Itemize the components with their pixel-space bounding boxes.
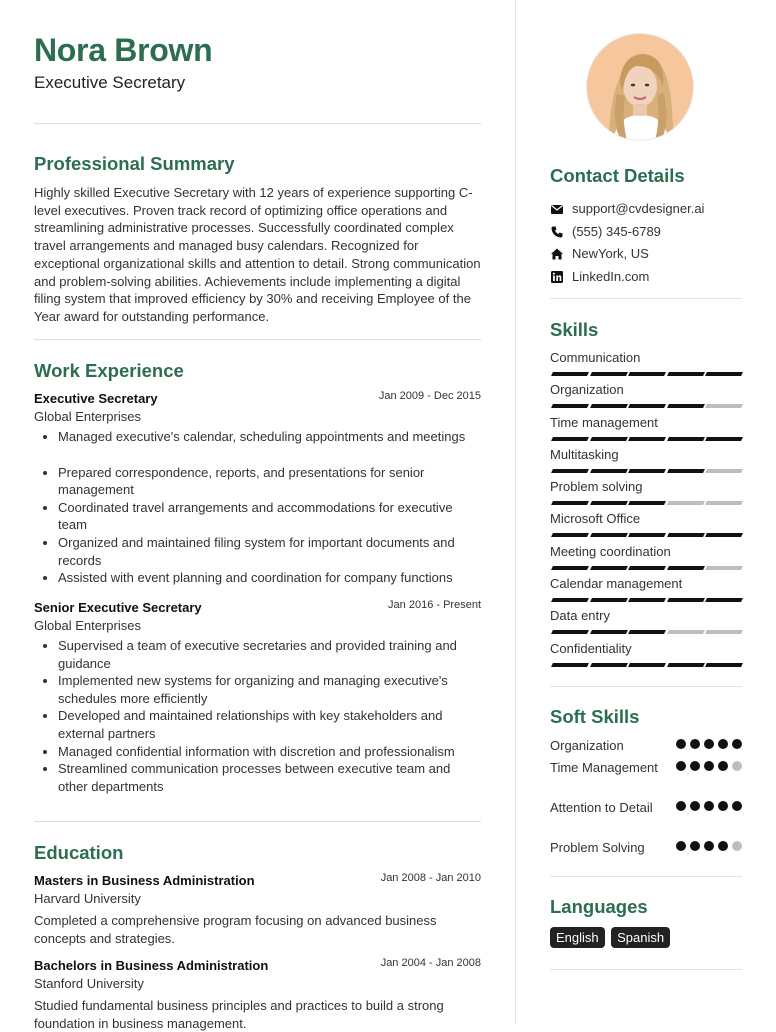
soft-skill-rating [676,841,742,851]
skill-item [550,382,742,414]
school: Stanford University [34,976,144,991]
job-company: Global Enterprises [34,618,141,633]
skill-item [550,576,742,608]
linkedin-icon [550,270,564,284]
rating-dot [718,841,728,851]
soft-skill-item [550,759,742,799]
skill-segment [628,469,666,473]
skill-segment [705,663,743,667]
contact-phone[interactable] [550,223,750,246]
school: Harvard University [34,891,141,906]
skill-name: Communication [550,350,641,365]
skill-segment [628,598,666,602]
divider [34,123,481,124]
skill-segment [590,663,628,667]
contact-list [550,200,750,290]
skill-segment [590,404,628,408]
soft-skill-item [550,839,742,861]
skill-item [550,350,742,382]
skill-name: Meeting coordination [550,543,671,559]
skill-segment [667,469,705,473]
skill-name: Time management [550,414,658,430]
skill-segment [705,469,743,473]
education-dates: Jan 2008 - Jan 2010 [380,872,481,884]
skill-segment [705,566,743,570]
skill-segment [667,533,705,537]
skill-segment [551,566,589,570]
divider [550,686,742,687]
skill-segment [551,437,589,441]
contact-location [550,245,750,268]
skill-segment [667,598,705,602]
language-badge: Spanish [611,927,670,948]
education-heading: Education [34,842,124,863]
job-bullets [34,637,481,795]
skill-segment [705,437,743,441]
skill-segment [705,598,743,602]
skills-list [550,350,742,673]
education-entry [34,872,481,947]
rating-dot [690,761,700,771]
skill-name: Calendar management [550,576,683,592]
skill-segment [551,533,589,537]
skill-segment [705,501,743,505]
contact-linkedin[interactable] [550,268,750,291]
skill-level-bar [550,630,742,634]
rating-dot [676,841,686,851]
skill-item [550,641,742,673]
skill-segment [590,566,628,570]
rating-dot [732,739,742,749]
job-dates: Jan 2016 - Present [388,599,481,611]
skill-segment [551,372,589,376]
job-title: Executive Secretary [34,391,158,406]
skill-segment [628,566,666,570]
skill-level-bar [550,566,742,570]
languages-list [550,927,672,948]
job-dates: Jan 2009 - Dec 2015 [378,390,481,402]
rating-dot [704,801,714,811]
skill-segment [551,404,589,408]
skill-name: Problem solving [550,479,643,495]
skill-segment [551,598,589,602]
candidate-name: Nora Brown [34,32,213,68]
skill-segment [705,533,743,537]
list-item: • Managed executive's calendar, scheduling appointments and meetings [58,428,481,446]
skill-level-bar [550,469,742,473]
soft-skill-name: Attention to Detail [550,800,653,815]
skill-segment [590,372,628,376]
skill-level-bar [550,663,742,667]
soft-skill-name: Organization [550,738,624,753]
skill-segment [590,501,628,505]
skill-segment [628,630,666,634]
list-item: • Streamlined communication processes between executive team and other departments [58,760,481,795]
list-item: • Organized and maintained filing system for important documents and records [58,534,481,569]
skill-level-bar [550,533,742,537]
skill-item [550,415,742,447]
soft-skill-rating [676,761,742,771]
rating-dot [732,801,742,811]
rating-dot [676,801,686,811]
soft-skill-name: Problem Solving [550,840,645,855]
soft-skills-heading: Soft Skills [550,706,640,727]
job-entry [34,599,481,795]
rating-dot [690,801,700,811]
skill-segment [551,663,589,667]
skills-heading: Skills [550,319,599,340]
portrait-illustration [587,34,693,140]
education-dates: Jan 2004 - Jan 2008 [380,957,481,969]
rating-dot [718,761,728,771]
skill-segment [667,372,705,376]
skill-segment [590,630,628,634]
skill-segment [667,663,705,667]
education-description: Completed a comprehensive program focusing on advanced business concepts and strategies. [34,913,437,946]
divider [550,876,742,877]
skill-segment [628,663,666,667]
skill-level-bar [550,501,742,505]
language-badge: English [550,927,605,948]
linkedin-text: LinkedIn.com [572,268,650,284]
rating-dot [732,841,742,851]
skill-segment [628,533,666,537]
divider [550,298,742,299]
summary-heading: Professional Summary [34,153,235,174]
rating-dot [704,761,714,771]
list-item: • Supervised a team of executive secretaries and provided training and guidance [58,637,481,672]
profile-photo [586,33,694,141]
rating-dot [704,739,714,749]
degree: Masters in Business Administration [34,873,255,888]
skill-level-bar [550,404,742,408]
skill-segment [551,469,589,473]
skill-segment [628,404,666,408]
divider [34,339,481,340]
rating-dot [676,761,686,771]
list-item: • Developed and maintained relationships with key stakeholders and external partners [58,707,481,742]
divider [550,969,742,970]
skill-segment [590,437,628,441]
soft-skill-item [550,737,742,759]
skill-name: Multitasking [550,446,619,462]
skill-item [550,511,742,543]
rating-dot [732,761,742,771]
skill-segment [590,469,628,473]
summary-text: Highly skilled Executive Secretary with 12 years of experience supporting C-level executives. Proven track record of optimizing office operations and streamlining administrative processes. Successfully coordinated complex travel arrangements and managed busy calendars. Recognized for exceptional organizational skills and attention to detail. Strong communication and problem-solving abilities. Achievements include implementing a digital filing system that improved efficiency by 30% and receiving Employee of the Year award for outstanding performance. [34,185,481,324]
skill-segment [590,533,628,537]
skill-name: Confidentiality [550,640,632,656]
skill-name: Data entry [550,608,610,624]
skill-segment [628,501,666,505]
list-item: • Prepared correspondence, reports, and presentations for senior management [58,464,481,499]
skill-segment [667,566,705,570]
list-item: • Assisted with event planning and coordination for company functions [58,569,481,587]
contact-email[interactable] [550,200,750,223]
skill-segment [705,372,743,376]
skill-level-bar [550,598,742,602]
rating-dot [690,739,700,749]
phone-text: (555) 345-6789 [572,223,661,239]
skill-segment [628,372,666,376]
rating-dot [676,739,686,749]
skill-segment [667,630,705,634]
rating-dot [718,801,728,811]
location-text: NewYork, US [572,246,649,261]
skill-segment [667,437,705,441]
candidate-title: Executive Secretary [34,73,186,92]
envelope-icon [550,202,564,216]
skill-segment [705,404,743,408]
job-title: Senior Executive Secretary [34,600,202,615]
education-entry [34,957,481,1032]
home-icon [550,247,564,261]
skill-segment [705,630,743,634]
soft-skill-item [550,799,742,839]
skill-segment [667,501,705,505]
job-bullets [34,428,481,587]
email-text: support@cvdesigner.ai [572,201,705,216]
skill-item [550,544,742,576]
rating-dot [690,841,700,851]
rating-dot [704,841,714,851]
skill-level-bar [550,372,742,376]
list-item: • Managed confidential information with discretion and professionalism [58,743,481,761]
divider [34,821,481,822]
skill-segment [628,437,666,441]
job-company: Global Enterprises [34,409,141,424]
experience-heading: Work Experience [34,360,184,381]
skill-name: Organization [550,382,624,398]
skill-segment [590,598,628,602]
soft-skill-rating [676,739,742,749]
contact-heading: Contact Details [550,165,685,186]
skill-segment [667,404,705,408]
education-description: Studied fundamental business principles and practices to build a strong foundation in business management. [34,998,444,1031]
skill-segment [551,501,589,505]
soft-skills-list [550,737,742,861]
skill-name: Microsoft Office [550,511,641,527]
list-item: • Implemented new systems for organizing and managing executive's schedules more efficiently [58,672,481,707]
skill-item [550,479,742,511]
skill-item [550,608,742,640]
phone-icon [550,225,564,239]
skill-level-bar [550,437,742,441]
languages-heading: Languages [550,896,648,917]
soft-skill-name: Time Management [550,760,658,775]
skill-item [550,447,742,479]
degree: Bachelors in Business Administration [34,958,269,973]
job-entry [34,390,481,587]
skill-segment [551,630,589,634]
soft-skill-rating [676,801,742,811]
list-item: • Coordinated travel arrangements and accommodations for executive team [58,499,481,534]
rating-dot [718,739,728,749]
